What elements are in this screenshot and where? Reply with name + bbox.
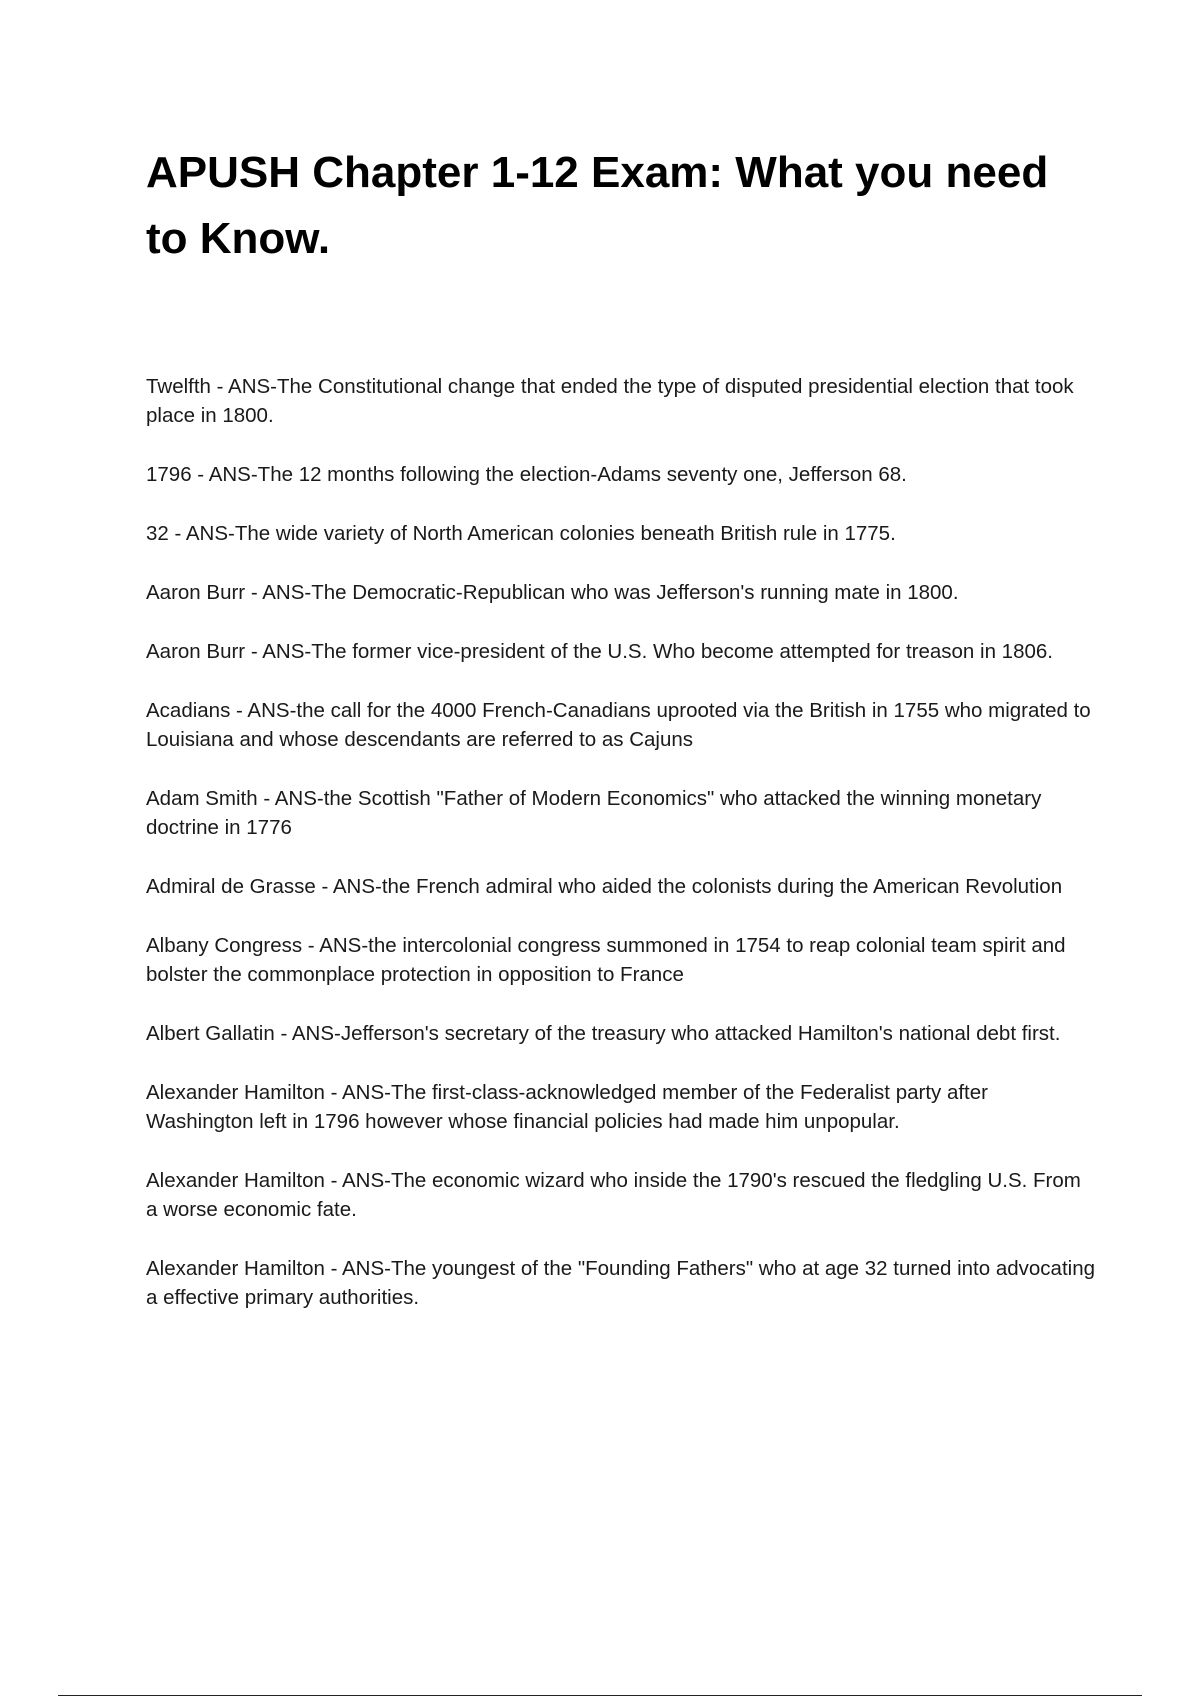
entry-list [146,372,1096,1312]
list-item: Admiral de Grasse - ANS-the French admiral who aided the colonists during the American Revolution [146,875,1063,898]
list-item: Albany Congress - ANS-the intercolonial congress summoned in 1754 to reap colonial team spirit and bolster the commonplace protection in opposition to France [146,934,1066,986]
document-page [146,140,1096,1342]
document-title: APUSH Chapter 1-12 Exam: What you need to Know. [146,148,1049,263]
list-item: Aaron Burr - ANS-The former vice-president of the U.S. Who become attempted for treason in 1806. [146,640,1053,663]
list-item: Acadians - ANS-the call for the 4000 French-Canadians uprooted via the British in 1755 who migrated to Louisiana and whose descendants are referred to as Cajuns [146,699,1091,751]
list-item: Alexander Hamilton - ANS-The first-class-acknowledged member of the Federalist party after Washington left in 1796 however whose financial policies had made him unpopular. [146,1081,988,1133]
list-item: Albert Gallatin - ANS-Jefferson's secretary of the treasury who attacked Hamilton's national debt first. [146,1022,1061,1045]
list-item: 32 - ANS-The wide variety of North American colonies beneath British rule in 1775. [146,522,896,545]
list-item: Adam Smith - ANS-the Scottish "Father of Modern Economics" who attacked the winning monetary doctrine in 1776 [146,787,1042,839]
list-item: Aaron Burr - ANS-The Democratic-Republican who was Jefferson's running mate in 1800. [146,581,959,604]
list-item: Alexander Hamilton - ANS-The economic wizard who inside the 1790's rescued the fledgling U.S. From a worse economic fate. [146,1169,1081,1221]
list-item: Twelfth - ANS-The Constitutional change that ended the type of disputed presidential election that took place in 1800. [146,375,1074,427]
list-item: Alexander Hamilton - ANS-The youngest of the "Founding Fathers" who at age 32 turned into advocating a effective primary authorities. [146,1257,1096,1309]
footer-divider [58,1695,1142,1696]
list-item: 1796 - ANS-The 12 months following the election-Adams seventy one, Jefferson 68. [146,463,907,486]
